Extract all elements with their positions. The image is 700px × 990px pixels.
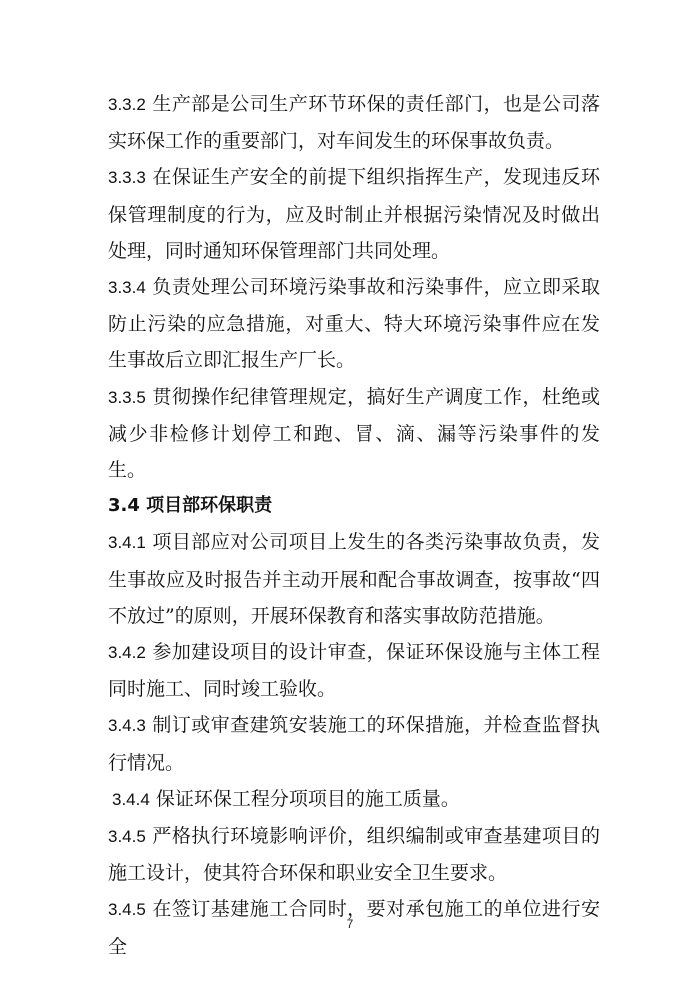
paragraph-3-4-4 [108, 781, 600, 818]
clause-text: 保证环保工程分项项目的施工质量。 [155, 787, 460, 810]
clause-number: 3.4.1 [108, 533, 146, 553]
paragraph-3-4-2 [108, 634, 600, 707]
clause-number: 3.3.2 [108, 95, 146, 114]
clause-text: 项目部应对公司项目上发生的各类污染事故负责，发生事故应及时报告并主动开展和配合事故调查，按事故“四不放过”的原则，开展环保教育和落实事故防范措施。 [108, 531, 600, 627]
clause-number: 3.4.2 [108, 643, 146, 663]
clause-number: 3.3.3 [108, 168, 146, 188]
clause-text: 贯彻操作纪律管理规定，搞好生产调度工作，杜绝或减少非检修计划停工和跑、冒、滴、漏等污染事件的发生。 [108, 385, 600, 482]
paragraph-3-3-4 [108, 269, 600, 379]
clause-text: 负责处理公司环境污染事故和污染事件，应立即采取防止污染的应急措施，对重大、特大环境污染事件应在发生事故后立即汇报生产厂长。 [108, 276, 600, 372]
clause-number: 3.3.5 [108, 387, 146, 407]
clause-number: 3.4.4 [112, 789, 150, 809]
document-body [108, 86, 600, 965]
clause-number: 3.4.5 [108, 827, 146, 847]
clause-text: 在保证生产安全的前提下组织指挥生产，发现违反环保管理制度的行为，应及时制止并根据污染情况及时做出处理，同时通知环保管理部门共同处理。 [108, 166, 600, 262]
clause-text: 在签订基建施工合同时，要对承包施工的单位进行安全 [108, 898, 600, 958]
clause-number: 3.4.3 [108, 716, 146, 736]
paragraph-3-3-5 [108, 379, 600, 489]
clause-text: 制订或审查建筑安装施工的环保措施，并检查监督执行情况。 [108, 714, 600, 774]
clause-text: 参加建设项目的设计审查，保证环保设施与主体工程同时施工、同时竣工验收。 [108, 641, 600, 701]
paragraph-3-4-5-a [108, 818, 600, 891]
clause-number: 3.3.4 [108, 278, 146, 298]
section-heading-3-4 [108, 488, 600, 524]
section-number: 3.4 [108, 495, 140, 517]
clause-text: 生产部是公司生产环节环保的责任部门，也是公司落实环保工作的重要部门，对车间发生的环保事故负责。 [108, 93, 600, 153]
page-number: 7 [346, 917, 354, 931]
clause-text: 严格执行环境影响评价，组织编制或审查基建项目的施工设计，使其符合环保和职业安全卫生要求。 [108, 825, 600, 885]
paragraph-3-4-3 [108, 707, 600, 780]
paragraph-3-3-3 [108, 159, 600, 269]
paragraph-3-4-1 [108, 524, 600, 634]
section-title: 项目部环保职责 [146, 495, 273, 517]
paragraph-3-3-2 [108, 86, 600, 159]
clause-number: 3.4.5 [108, 900, 146, 920]
